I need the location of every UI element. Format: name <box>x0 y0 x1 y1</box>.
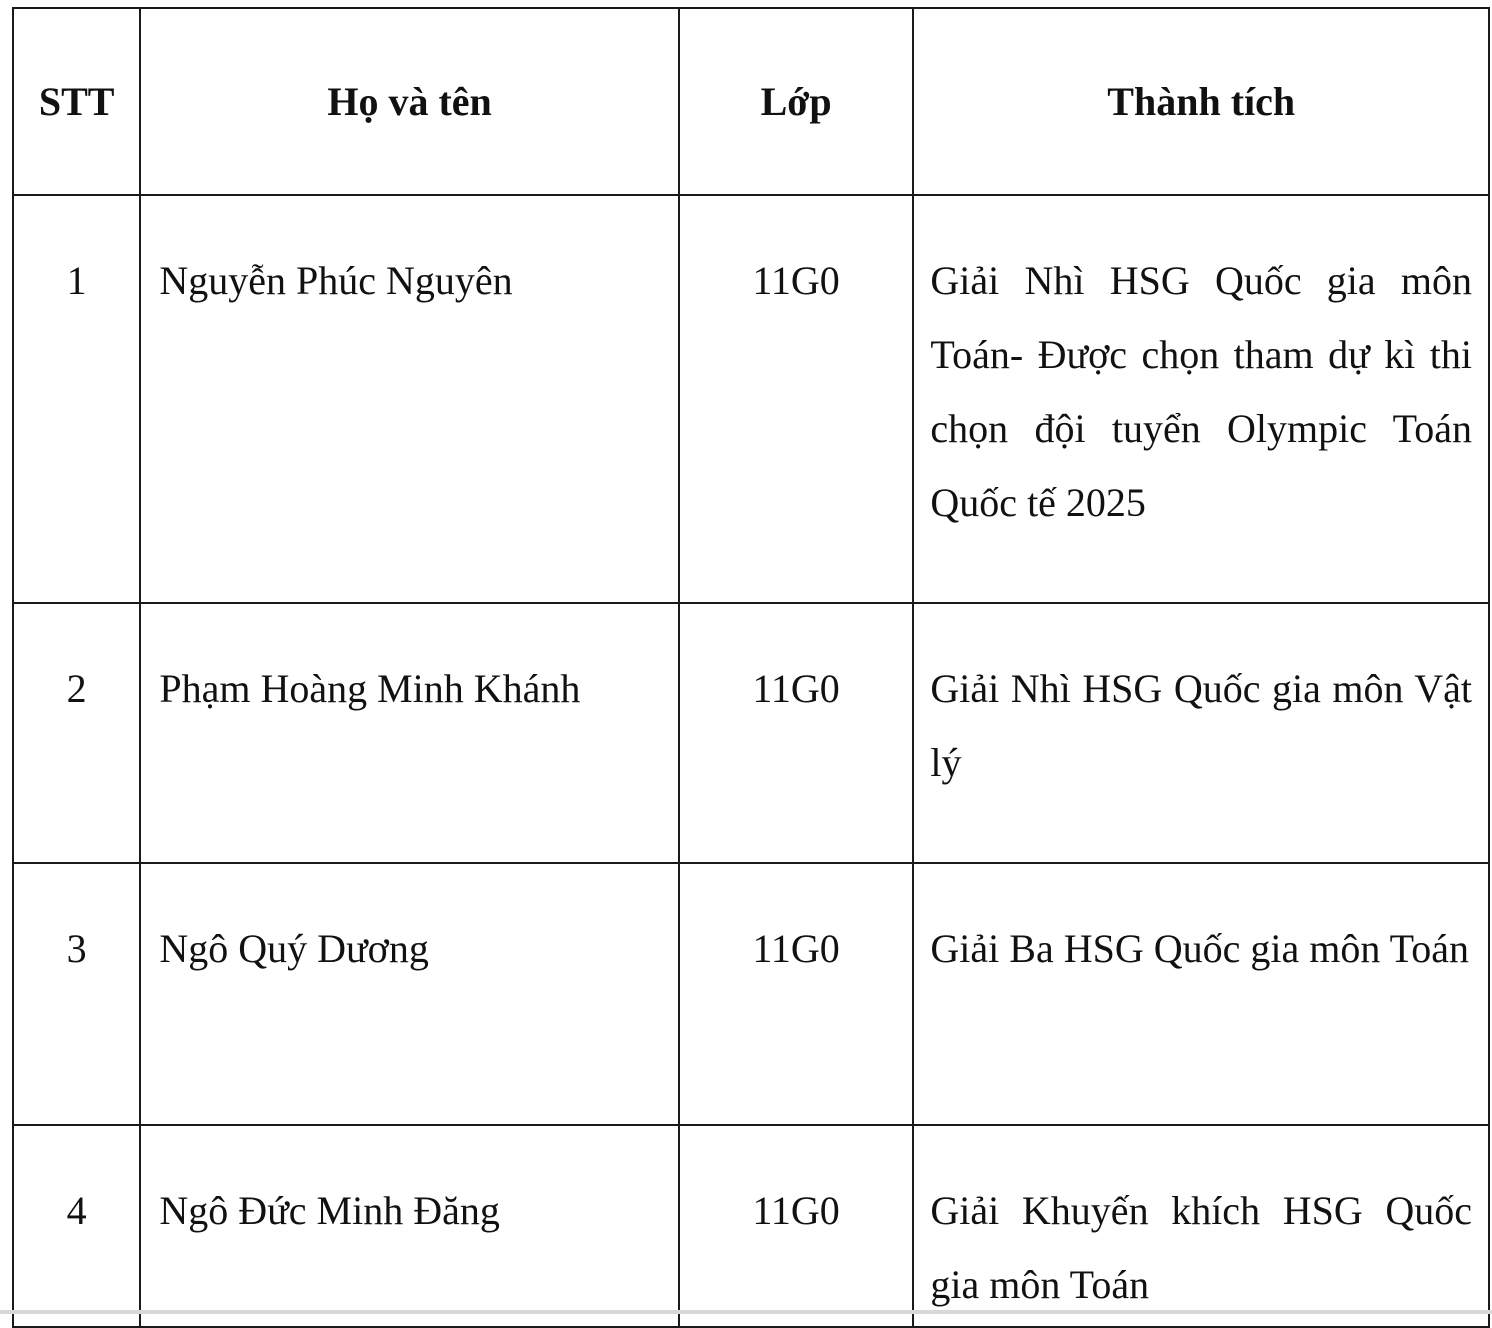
student-name: Ngô Quý Dương <box>159 926 429 971</box>
stt-value: 2 <box>66 666 87 711</box>
table-body <box>13 195 1489 1327</box>
header-stt: STT <box>13 8 140 195</box>
cell-name <box>140 863 678 1125</box>
achievement-text: Giải Nhì HSG Quốc gia môn Toán- Được chọn tham dự kì thi chọn đội tuyển Olympic Toán Quốc tế 2025 <box>930 258 1472 525</box>
cell-achievement <box>913 195 1489 603</box>
student-name: Nguyễn Phúc Nguyên <box>159 258 513 303</box>
cell-stt <box>13 1125 140 1327</box>
stt-value: 3 <box>66 926 87 971</box>
achievement-text: Giải Ba HSG Quốc gia môn Toán <box>930 926 1470 971</box>
stt-value: 1 <box>66 258 87 303</box>
awards-table <box>12 7 1490 1328</box>
cell-class <box>679 1125 914 1327</box>
cell-achievement <box>913 863 1489 1125</box>
cell-stt <box>13 863 140 1125</box>
table-row <box>13 1125 1489 1327</box>
cell-name <box>140 1125 678 1327</box>
cell-stt <box>13 603 140 863</box>
table-row <box>13 195 1489 603</box>
cell-stt <box>13 195 140 603</box>
page-bottom-edge <box>0 1310 1492 1314</box>
student-name: Phạm Hoàng Minh Khánh <box>159 666 581 711</box>
header-class: Lớp <box>679 8 914 195</box>
header-row <box>13 8 1489 195</box>
class-value: 11G0 <box>752 1188 840 1233</box>
achievement-text: Giải Nhì HSG Quốc gia môn Vật lý <box>930 666 1472 785</box>
table-row <box>13 603 1489 863</box>
cell-class <box>679 863 914 1125</box>
class-value: 11G0 <box>752 926 840 971</box>
cell-class <box>679 195 914 603</box>
table-row <box>13 863 1489 1125</box>
class-value: 11G0 <box>752 666 840 711</box>
cell-name <box>140 603 678 863</box>
table-header <box>13 8 1489 195</box>
header-achievement: Thành tích <box>913 8 1489 195</box>
cell-achievement <box>913 1125 1489 1327</box>
cell-class <box>679 603 914 863</box>
cell-achievement <box>913 603 1489 863</box>
cell-name <box>140 195 678 603</box>
student-name: Ngô Đức Minh Đăng <box>159 1188 500 1233</box>
stt-value: 4 <box>66 1188 87 1233</box>
header-name: Họ và tên <box>140 8 678 195</box>
achievement-text: Giải Khuyến khích HSG Quốc gia môn Toán <box>930 1188 1472 1307</box>
class-value: 11G0 <box>752 258 840 303</box>
